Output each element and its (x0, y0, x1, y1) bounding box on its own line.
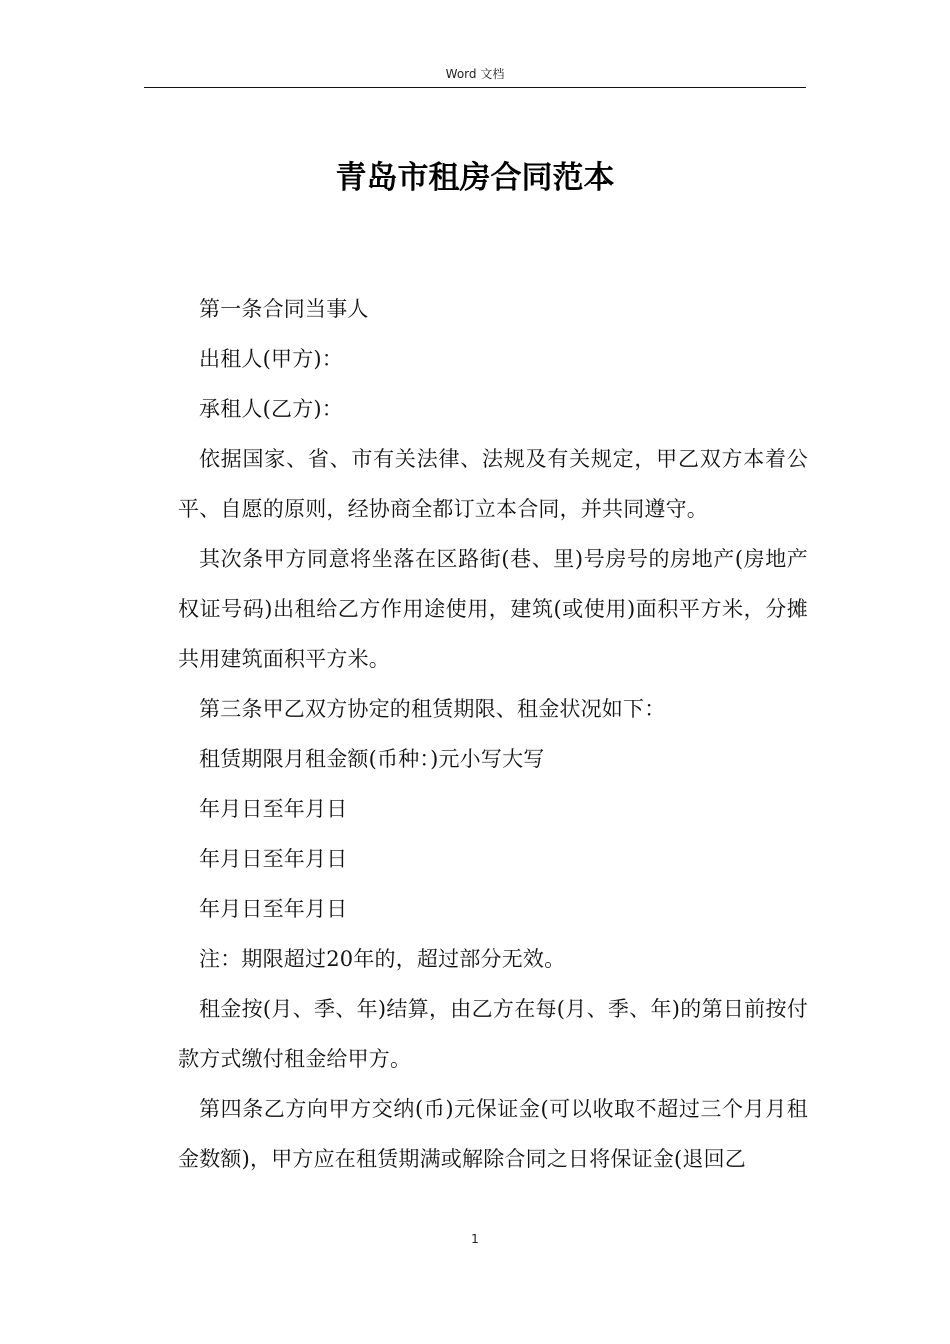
paragraph: 年月日至年月日 (199, 847, 348, 871)
paragraph: 依据国家、省、市有关法律、法规及有关规定，甲乙双方本着公平、自愿的原则，经协商全都订立本合同，并共同遵守。 (178, 447, 808, 521)
paragraph: 第一条合同当事人 (199, 297, 369, 321)
paragraph: 注：期限超过20年的，超过部分无效。 (199, 947, 566, 971)
page-header: Word 文档 (445, 67, 505, 81)
document-body (178, 284, 808, 1184)
paragraph: 租赁期限月租金额(币种：)元小写大写 (199, 747, 545, 771)
paragraph: 年月日至年月日 (199, 897, 348, 921)
header-divider (144, 87, 806, 88)
paragraph: 第四条乙方向甲方交纳(币)元保证金(可以收取不超过三个月月租金数额)，甲方应在租赁期满或解除合同之日将保证金(退回乙 (178, 1097, 808, 1171)
document-title: 青岛市租房合同范本 (335, 160, 615, 196)
paragraph: 租金按(月、季、年)结算，由乙方在每(月、季、年)的第日前按付款方式缴付租金给甲方。 (178, 997, 808, 1071)
paragraph: 承租人(乙方)： (199, 397, 343, 421)
paragraph: 年月日至年月日 (199, 797, 348, 821)
page-number: 1 (471, 1232, 479, 1246)
paragraph: 出租人(甲方)： (199, 347, 343, 371)
paragraph: 其次条甲方同意将坐落在区路街(巷、里)号房号的房地产(房地产权证号码)出租给乙方作用途使用，建筑(或使用)面积平方米，分摊共用建筑面积平方米。 (178, 547, 808, 671)
paragraph: 第三条甲乙双方协定的租赁期限、租金状况如下： (199, 697, 666, 721)
